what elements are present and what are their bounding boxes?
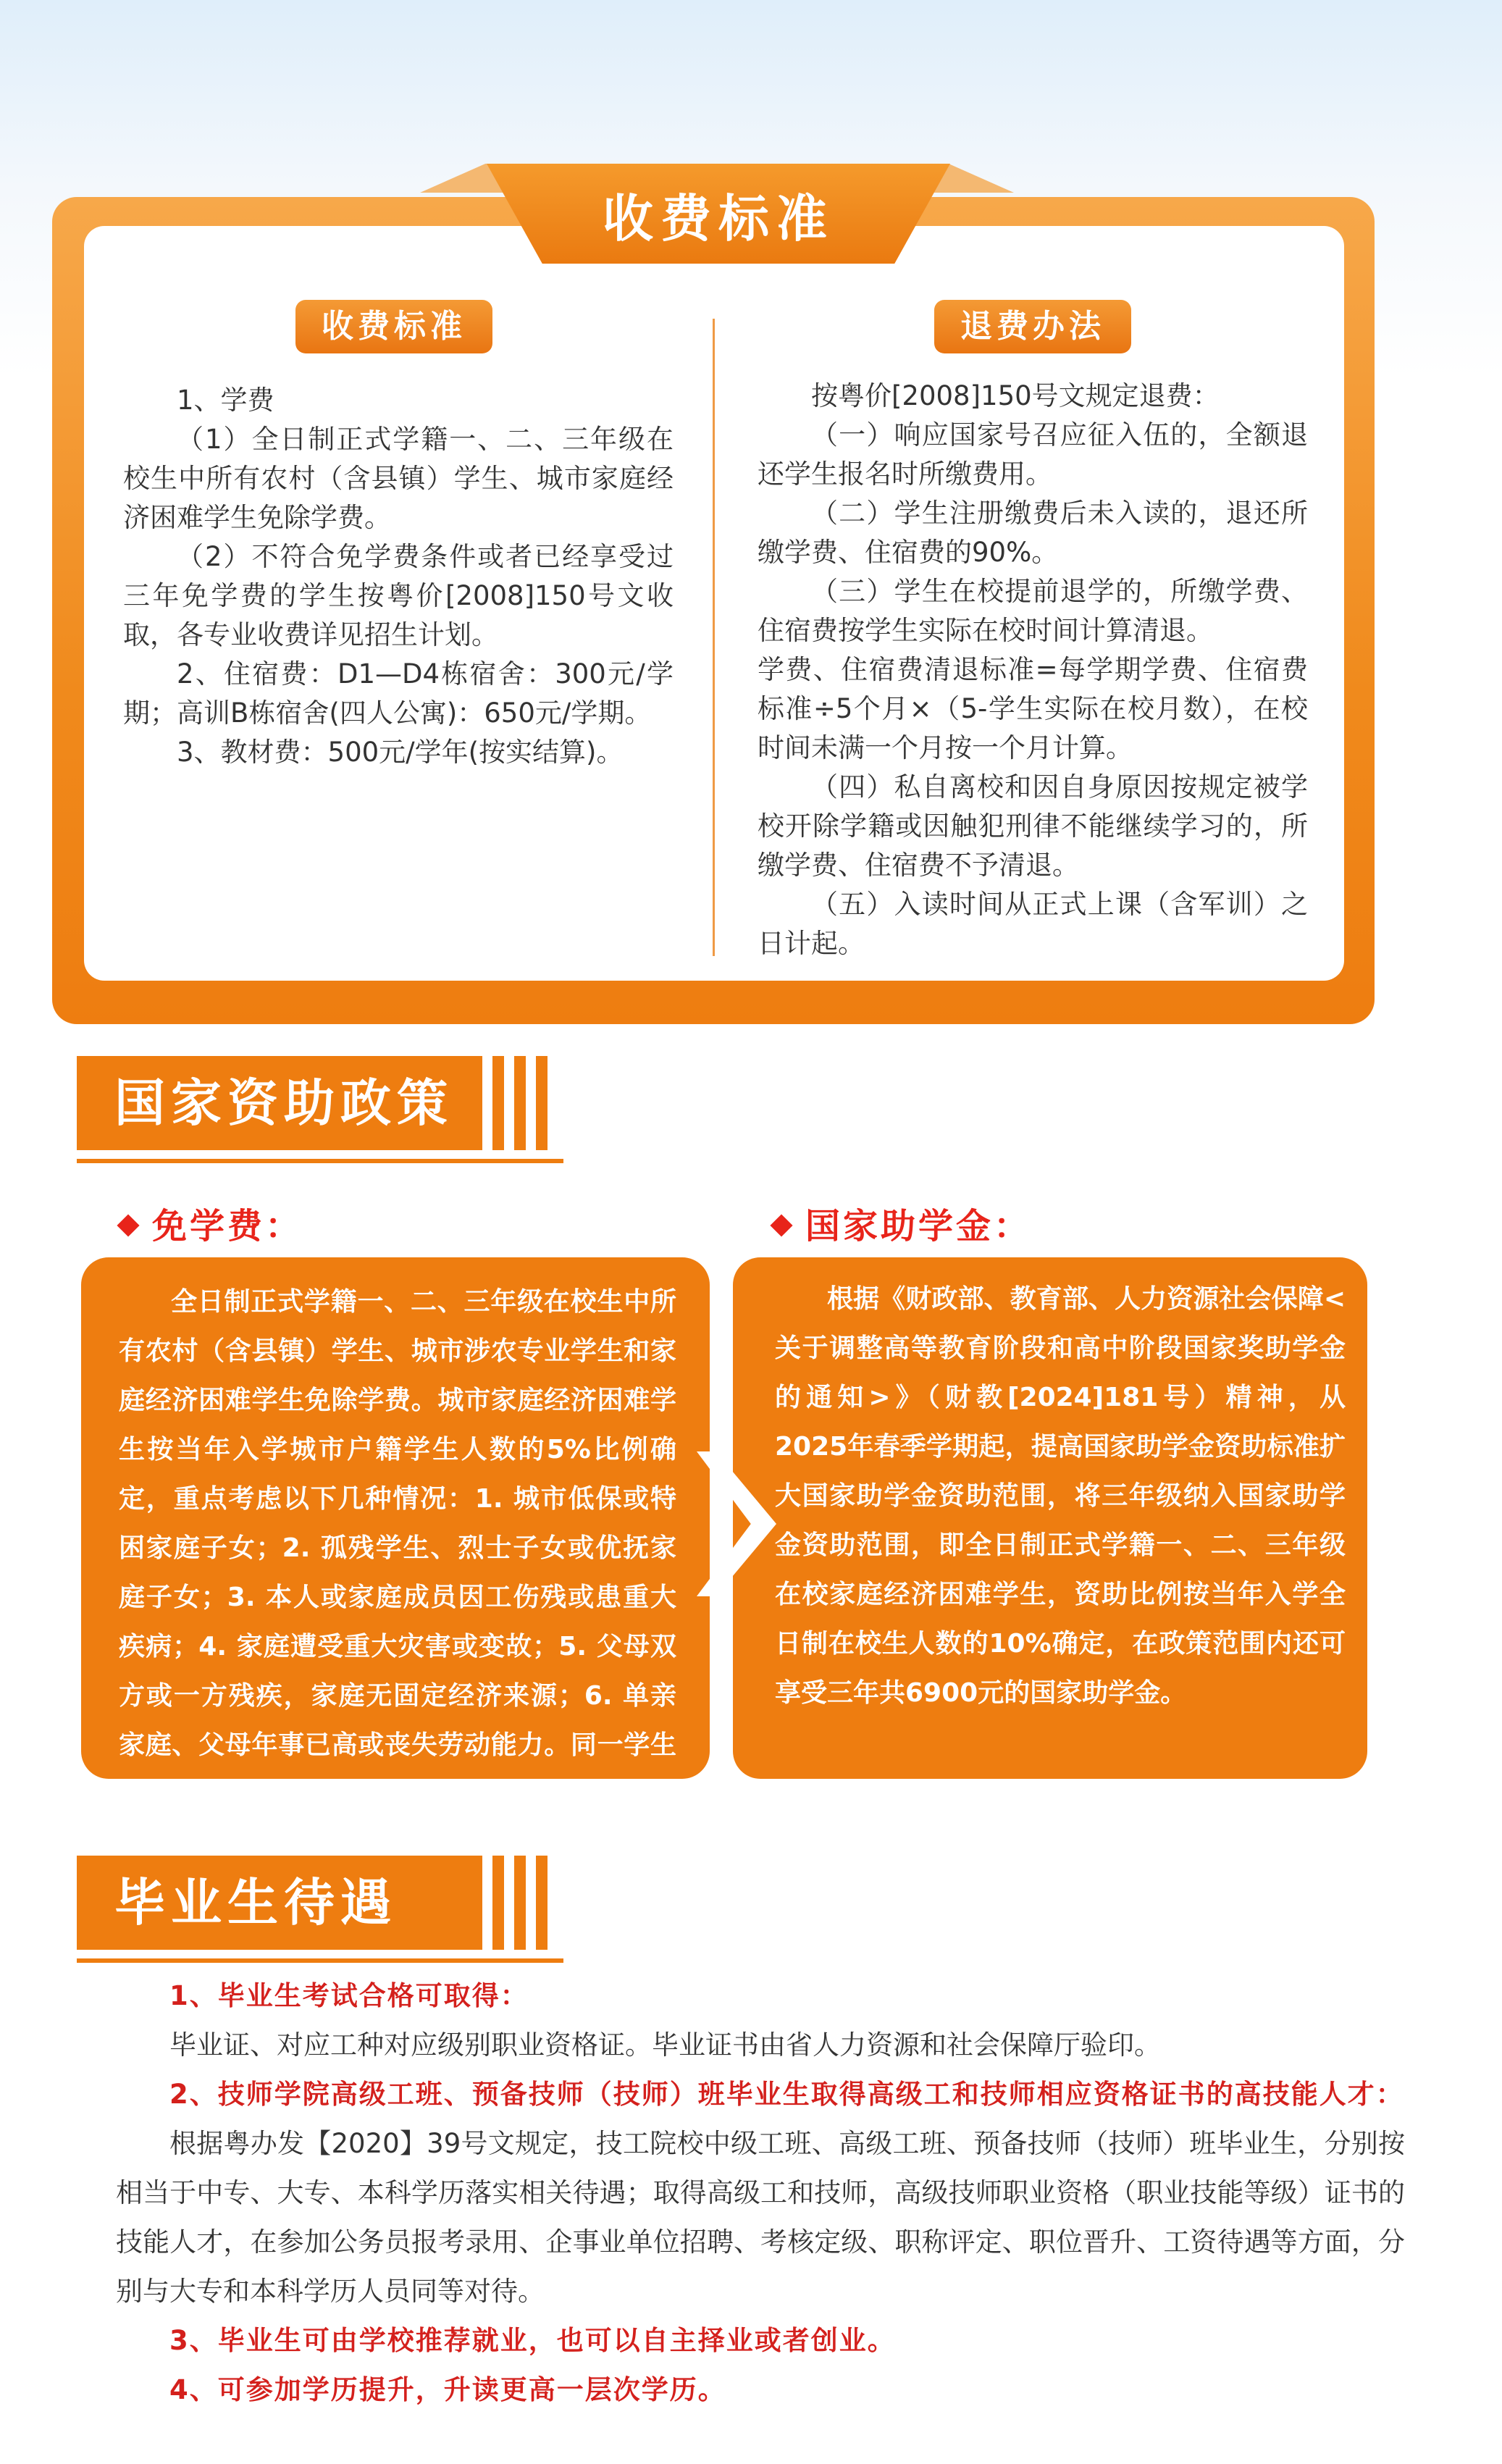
diamond-bullet-icon <box>117 1214 139 1236</box>
national-grant-text: 根据《财政部、教育部、人力资源社会保障<关于调整高等教育阶段和高中阶段国家奖助学金的通知>》（财教[2024]181号）精神，从2025年春季学期起，提高国家助学金资助标准扩大国家助学金资助范围，将三年级纳入国家助学金资助范围，即全日制正式学籍一、二、三年级在校家庭经济困难学生，资助比例按当年入学全日制在校生人数的10%确定，在政策范围内还可享受三年共6900元的国家助学金。 <box>775 1284 1346 1708</box>
benefit-paragraph: 根据粤办发【2020】39号文规定，技工院校中级工班、高级工班、预备技师（技师）班毕业生，分别按相当于中专、大专、本科学历落实相关待遇；取得高级工和技师，高级技师职业资格（职业技能等级）证书的技能人才，在参加公务员报考录用、企事业单位招聘、考核定级、职称评定、职位晋升、工资待遇等方面，分别与大专和本科学历人员同等对待。 <box>116 2128 1405 2307</box>
banner-stripes-decoration <box>492 1056 547 1150</box>
graduates-banner: 毕业生待遇 <box>77 1856 482 1950</box>
fee-section-title: 收费标准 <box>603 189 834 248</box>
refund-paragraph: （四）私自离校和因自身原因按规定被学校开除学籍或因触犯刑律不能继续学习的，所缴学费、住宿费不予清退。 <box>758 771 1308 881</box>
benefit-heading: 3、毕业生可由学校推荐就业，也可以自主择业或者创业。 <box>169 2325 896 2356</box>
fee-standard-heading: 收费标准 <box>295 300 492 353</box>
fee-paragraph: 2、住宿费：D1—D4栋宿舍：300元/学期；高训B栋宿舍(四人公寓)：650元/学期。 <box>123 658 674 729</box>
refund-paragraph: 学费、住宿费清退标准=每学期学费、住宿费标准÷5个月×（5-学生实际在校月数），在校时间未满一个月按一个月计算。 <box>758 654 1308 763</box>
banner-underline <box>77 1159 563 1163</box>
fee-paragraph: （2）不符合免学费条件或者已经享受过三年免学费的学生按粤价[2008]150号文收取，各专业收费详见招生计划。 <box>123 541 674 650</box>
national-grant-label: 国家助学金： <box>773 1198 1031 1248</box>
aid-policy-banner: 国家资助政策 <box>77 1056 482 1150</box>
benefit-heading: 1、毕业生考试合格可取得： <box>169 1980 529 2011</box>
refund-policy-text <box>758 377 1308 963</box>
benefit-heading: 4、可参加学历提升，升读更高一层次学历。 <box>169 2374 726 2405</box>
refund-paragraph: （五）入读时间从正式上课（含军训）之日计起。 <box>758 889 1308 959</box>
refund-paragraph: （三）学生在校提前退学的，所缴学费、住宿费按学生实际在校时间计算清退。 <box>758 576 1308 646</box>
refund-paragraph: （一）响应国家号召应征入伍的，全额退还学生报名时所缴费用。 <box>758 419 1308 490</box>
tuition-waiver-label: 免学费： <box>120 1198 303 1248</box>
fee-paragraph: （1）全日制正式学籍一、二、三年级在校生中所有农村（含县镇）学生、城市家庭经济困难学生免除学费。 <box>123 424 674 533</box>
refund-policy-heading: 退费办法 <box>934 300 1131 353</box>
fee-paragraph: 1、学费 <box>177 385 274 416</box>
fee-standard-text <box>123 381 674 772</box>
column-divider <box>713 319 715 956</box>
benefit-paragraph: 毕业证、对应工种对应级别职业资格证。毕业证书由省人力资源和社会保障厅验印。 <box>169 2029 1161 2061</box>
diamond-bullet-icon <box>770 1214 792 1236</box>
refund-paragraph: 按粤价[2008]150号文规定退费： <box>811 380 1220 411</box>
benefit-heading: 2、技师学院高级工班、预备技师（技师）班毕业生取得高级工和技师相应资格证书的高技能人才： <box>169 2079 1404 2110</box>
graduate-benefits-text <box>116 1971 1405 2415</box>
fee-paragraph: 3、教材费：500元/学年(按实结算)。 <box>177 737 624 768</box>
banner-underline <box>77 1958 563 1963</box>
banner-stripes-decoration <box>492 1856 547 1950</box>
tuition-waiver-text: 全日制正式学籍一、二、三年级在校生中所有农村（含县镇）学生、城市涉农专业学生和家庭经济困难学生免除学费。城市家庭经济困难学生按当年入学城市户籍学生人数的5%比例确定，重点考虑以下几种情况：1. 城市低保或特困家庭子女；2. 孤残学生、烈士子女或优抚家庭子女；3. 本人或家庭成员因工伤残或患重大疾病；4. 家庭遭受重大灾害或变故；5. 父母双方或一方残疾，家庭无固定经济来源；6. 单亲家庭、父母年事已高或丧失劳动能力。同一学生累计资助免学费不得超过三年。 <box>119 1287 676 1809</box>
refund-paragraph: （二）学生注册缴费后未入读的，退还所缴学费、住宿费的90%。 <box>758 498 1308 568</box>
